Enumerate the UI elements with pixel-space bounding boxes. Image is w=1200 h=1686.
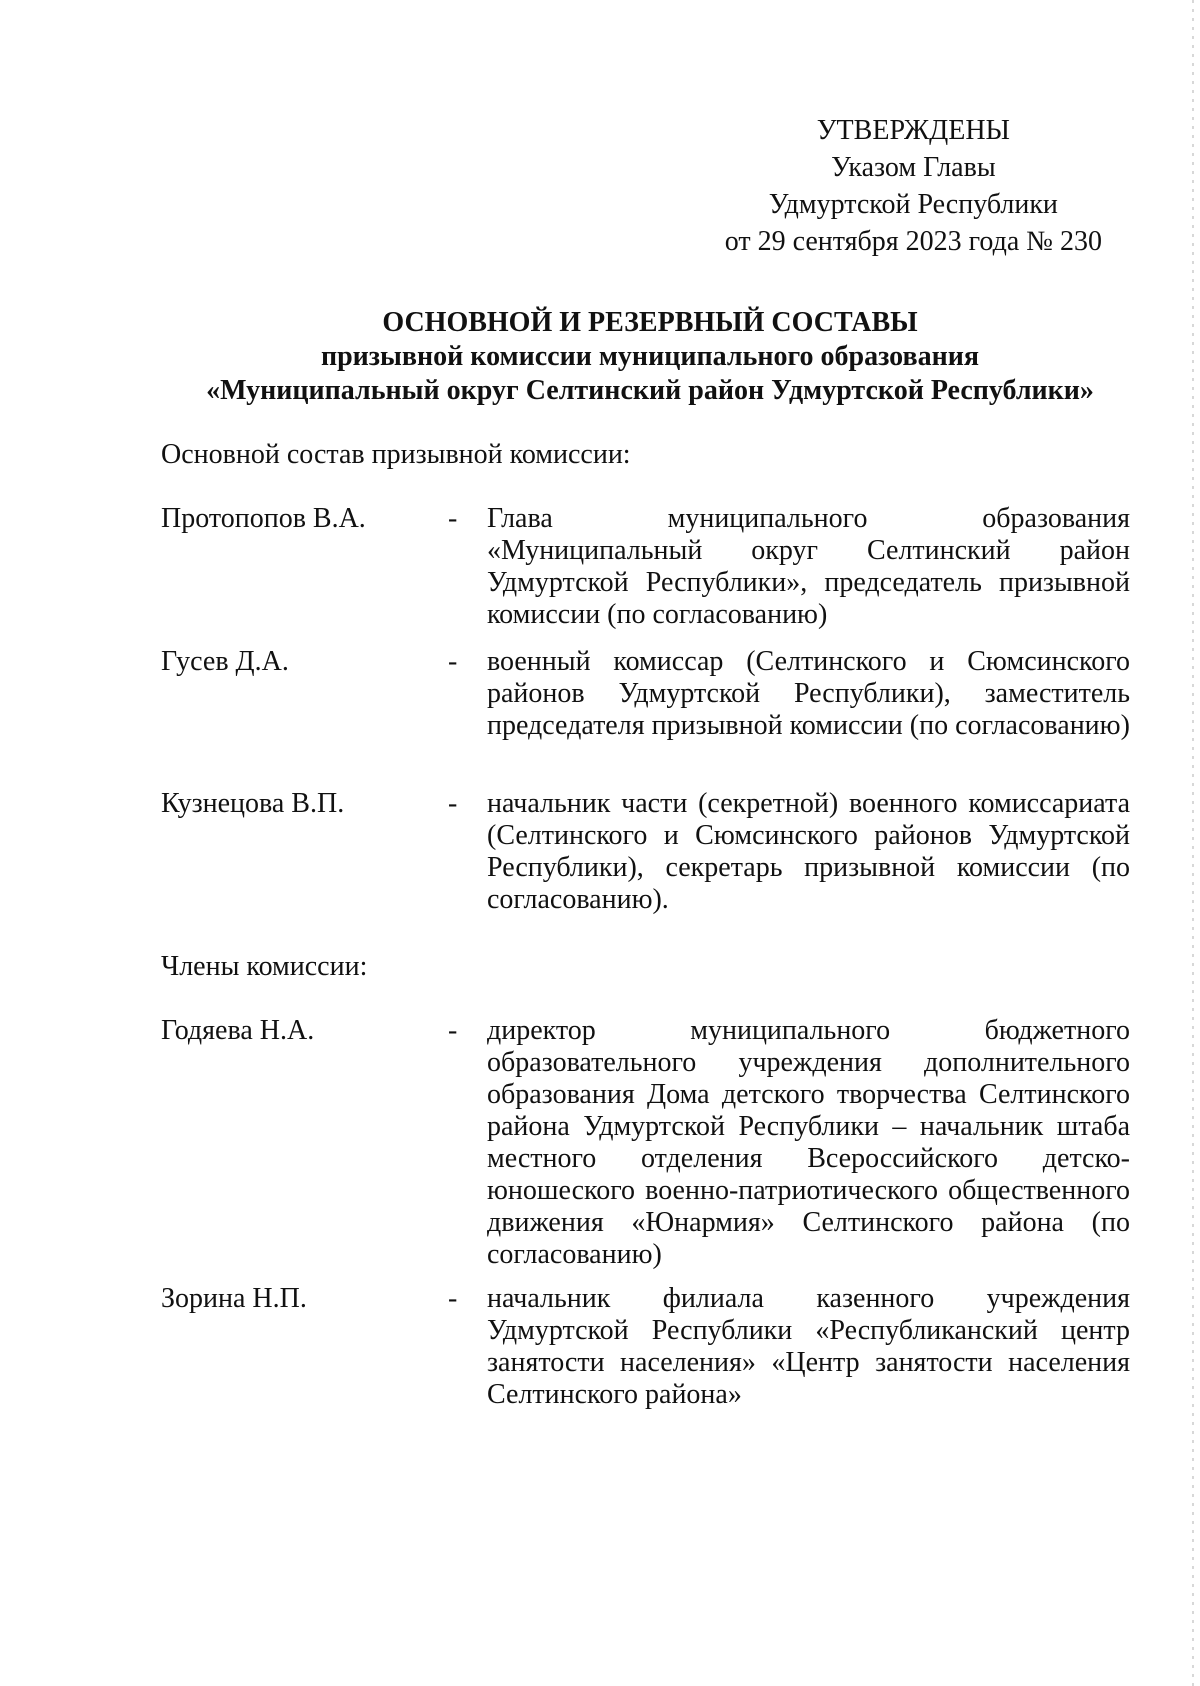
member-dash: - [448, 788, 458, 819]
approval-line-3: Удмуртской Республики [768, 189, 1058, 220]
member-description: начальник части (секретной) военного комиссариата (Селтинского и Сюмсинского районов Удмуртской Республики), секретарь призывной комиссии (по согласованию). [487, 788, 1130, 915]
member-dash: - [448, 646, 458, 677]
member-name: Кузнецова В.П. [161, 788, 345, 819]
title-sub-2: «Муниципальный округ Селтинский район Удмуртской Республики» [206, 375, 1094, 406]
scan-edge-artifact [1192, 0, 1194, 1686]
approval-line-1: УТВЕРЖДЕНЫ [816, 115, 1010, 146]
approval-line-2: Указом Главы [831, 152, 996, 183]
document-title [150, 306, 1150, 408]
member-description: начальник филиала казенного учреждения Удмуртской Республики «Республиканский центр занятости населения» «Центр занятости населения Селтинского района» [487, 1283, 1130, 1410]
approval-line-4: от 29 сентября 2023 года № 230 [724, 226, 1102, 257]
member-name: Зорина Н.П. [161, 1283, 307, 1314]
member-description: директор муниципального бюджетного образовательного учреждения дополнительного образования Дома детского творчества Селтинского района Удмуртской Республики – начальник штаба местного отделения Всероссийского детско-юношеского военно-патриотического общественного движения «Юнармия» Селтинского района (по согласованию) [487, 1015, 1130, 1270]
member-name: Годяева Н.А. [161, 1015, 315, 1046]
members-section-label: Члены комиссии: [161, 951, 368, 982]
main-section-label: Основной состав призывной комиссии: [161, 439, 631, 470]
member-name: Гусев Д.А. [161, 646, 289, 677]
member-dash: - [448, 1283, 458, 1314]
member-dash: - [448, 1015, 458, 1046]
member-description: Глава муниципального образования «Муниципальный округ Селтинский район Удмуртской Республики», председатель призывной комиссии (по согласованию) [487, 503, 1130, 630]
approval-stamp [725, 112, 1102, 260]
member-description: военный комиссар (Селтинского и Сюмсинского районов Удмуртской Республики), заместитель председателя призывной комиссии (по согласованию) [487, 646, 1130, 741]
member-name: Протопопов В.А. [161, 503, 366, 534]
member-dash: - [448, 503, 458, 534]
list-item-godyaeva [161, 1015, 1131, 1275]
list-item-zorina [161, 1283, 1131, 1483]
title-main: ОСНОВНОЙ И РЕЗЕРВНЫЙ СОСТАВЫ [382, 307, 918, 338]
title-sub-1: призывной комиссии муниципального образования [320, 341, 980, 372]
